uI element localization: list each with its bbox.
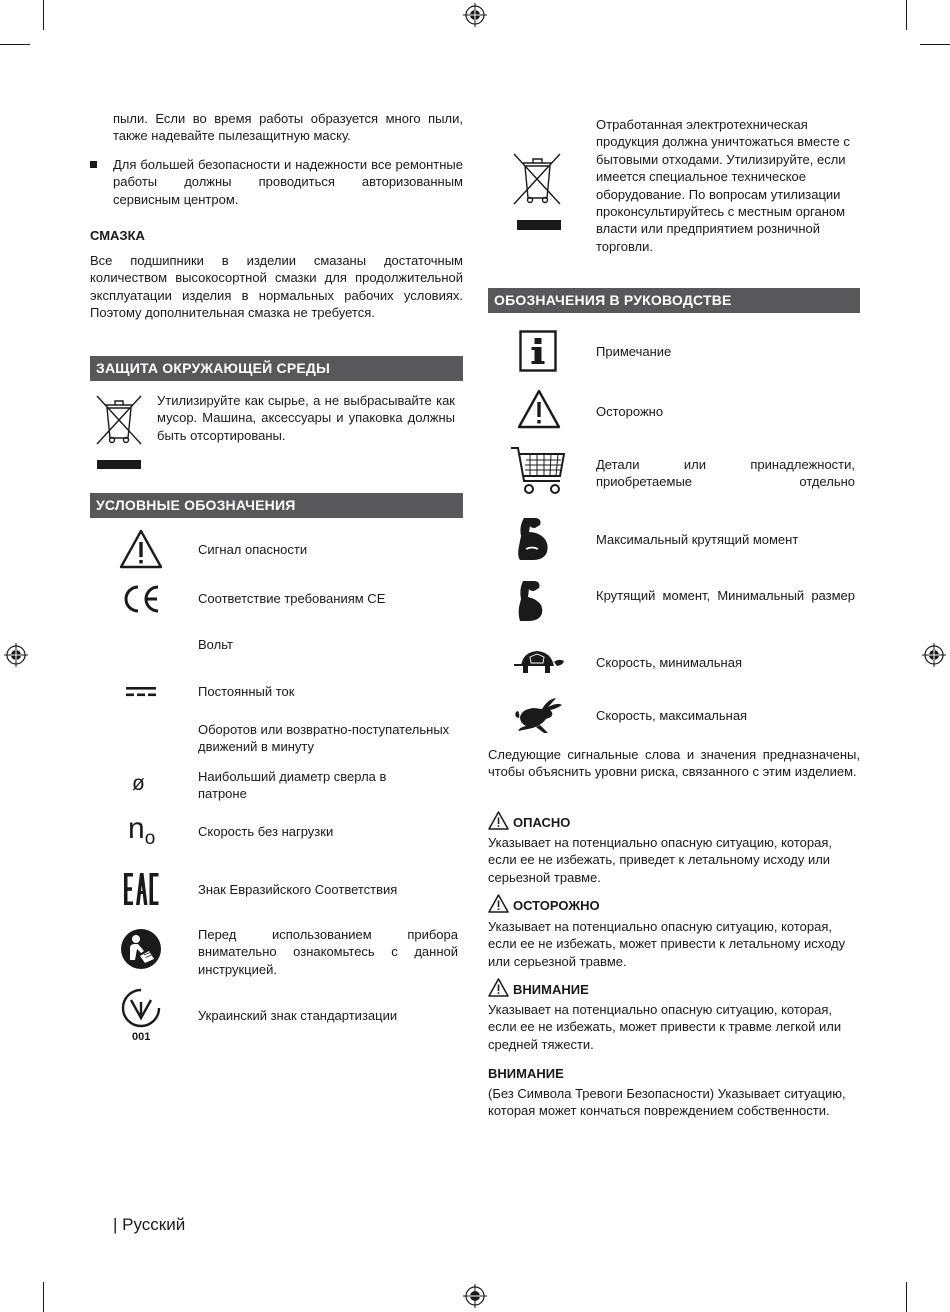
read-manual-icon (120, 928, 162, 970)
symbol-label-ce: Соответствие требованиям CE (198, 591, 386, 606)
min-torque-arm-icon (517, 579, 547, 623)
symbol-label-dc: Постоянный ток (198, 684, 295, 699)
crop-mark-bottom-right (906, 1282, 907, 1312)
caution-text: Указывает на потенциально опасную ситуацию, которая, если ее не избежать, может привести к травме легкой или средней тяжести. (488, 1002, 842, 1052)
rabbit-icon (514, 697, 564, 735)
caution-title: ВНИМАНИЕ (513, 982, 589, 997)
diameter-icon: ø (132, 772, 145, 795)
symbol-label-diameter: Наибольший диаметр сверла в патроне (198, 769, 387, 802)
ukrainian-standard-mark-icon (121, 988, 161, 1028)
symbol-label-eac: Знак Евразийского Соответствия (198, 882, 398, 897)
danger-alert-icon (488, 811, 509, 830)
lubrication-paragraph: Все подшипники в изделии смазаны достаточным количеством высокосортной смазки для продолжительной эксплуатации изделия в нормальных рабочих условиях. Поэтому дополнительная смазка не требуется. (90, 253, 463, 321)
shopping-cart-icon (510, 445, 566, 499)
notice-text: (Без Символа Тревоги Безопасности) Указывает ситуацию, которая может кончаться повреждением собственности. (488, 1086, 846, 1119)
symbols-heading: УСЛОВНЫЕ ОБОЗНАЧЕНИЯ (90, 493, 463, 518)
warning-triangle-icon (119, 529, 163, 569)
no-load-speed-glyph: n (128, 812, 145, 845)
warning-title: ОСТОРОЖНО (513, 898, 600, 913)
registration-mark-left-icon (4, 643, 28, 667)
symbol-label-read-manual: Перед использованием прибора внимательно ознакомьтесь с данной инструкцией. (198, 927, 458, 977)
weee-bin-icon (512, 150, 564, 234)
warning-alert-icon (488, 894, 509, 913)
symbol-label-volt: Вольт (198, 637, 233, 652)
intro-paragraph: пыли. Если во время работы образуется много пыли, также надевайте пылезащитную маску. (113, 111, 463, 144)
danger-title: ОПАСНО (513, 815, 571, 830)
registration-mark-right-icon (922, 643, 946, 667)
manual-symbols-heading: ОБОЗНАЧЕНИЯ В РУКОВОДСТВЕ (488, 288, 860, 313)
crop-mark-top-right (906, 0, 907, 30)
crop-mark-bottom-left (43, 1282, 44, 1312)
manual-label-max-torque: Максимальный крутящий момент (596, 532, 799, 547)
eac-mark-icon (123, 871, 159, 907)
caution-triangle-icon (517, 389, 561, 429)
crop-mark-top-right-h (920, 44, 950, 45)
crop-mark-top-left (43, 0, 44, 30)
symbol-label-no-load-speed: Скорость без нагрузки (198, 824, 334, 839)
manual-label-note: Примечание (596, 344, 672, 359)
manual-label-min-speed: Скорость, минимальная (596, 655, 742, 670)
symbol-label-ukrainian: Украинский знак стандартизации (198, 1008, 398, 1023)
environment-heading: ЗАЩИТА ОКРУЖАЮЩЕЙ СРЕДЫ (90, 356, 463, 381)
direct-current-icon (126, 686, 156, 698)
crossed-bin-icon (95, 394, 145, 472)
caution-alert-icon (488, 978, 509, 997)
turtle-icon (513, 648, 565, 676)
bullet-square-icon (90, 161, 97, 168)
manual-label-max-speed: Скорость, максимальная (596, 708, 748, 723)
service-bullet-text: Для большей безопасности и надежности все ремонтные работы должны проводиться авторизованным сервисным центром. (113, 157, 463, 207)
ce-mark-icon (121, 584, 161, 614)
weee-text: Отработанная электротехническая продукция должна уничтожаться вместе с бытовыми отходами. Утилизируйте, если имеется специальное техническое оборудование. По вопросам утилизации проконсультируйтесь с местным органом власти или предприятием розничной торговли. (596, 117, 850, 254)
manual-label-accessories: Детали или принадлежности, приобретаемые отдельно (596, 457, 855, 490)
lubrication-heading: СМАЗКА (90, 228, 145, 243)
crop-mark-top-left-h (0, 44, 30, 45)
no-load-speed-subscript: o (144, 828, 156, 849)
info-icon (519, 330, 557, 372)
symbol-label-danger: Сигнал опасности (198, 542, 308, 557)
environment-text: Утилизируйте как сырье, а не выбрасывайте как мусор. Машина, аксессуары и упаковка должны быть отсортированы. (157, 393, 455, 443)
warning-text: Указывает на потенциально опасную ситуацию, которая, если ее не избежать, может привести к летальному исходу или серьезной травме. (488, 919, 846, 969)
notice-title: ВНИМАНИЕ (488, 1066, 564, 1081)
footer-language: | Русский (113, 1215, 186, 1234)
signal-words-intro: Следующие сигнальные слова и значения предназначены, чтобы объяснить уровни риска, связанного с этим изделием. (488, 747, 860, 780)
no-load-speed-icon (128, 813, 155, 855)
registration-mark-bottom-icon (463, 1284, 487, 1308)
manual-label-min-torque: Крутящий момент, Минимальный размер (596, 588, 855, 603)
max-torque-arm-icon (516, 516, 550, 562)
manual-label-caution: Осторожно (596, 404, 664, 419)
ukrainian-mark-caption: 001 (132, 1031, 151, 1043)
symbol-label-rpm: Оборотов или возвратно-поступательных движений в минуту (198, 722, 450, 755)
danger-text: Указывает на потенциально опасную ситуацию, которая, если ее не избежать, приведет к летальному исходу или серьезной травме. (488, 835, 833, 885)
registration-mark-top-icon (463, 3, 487, 27)
